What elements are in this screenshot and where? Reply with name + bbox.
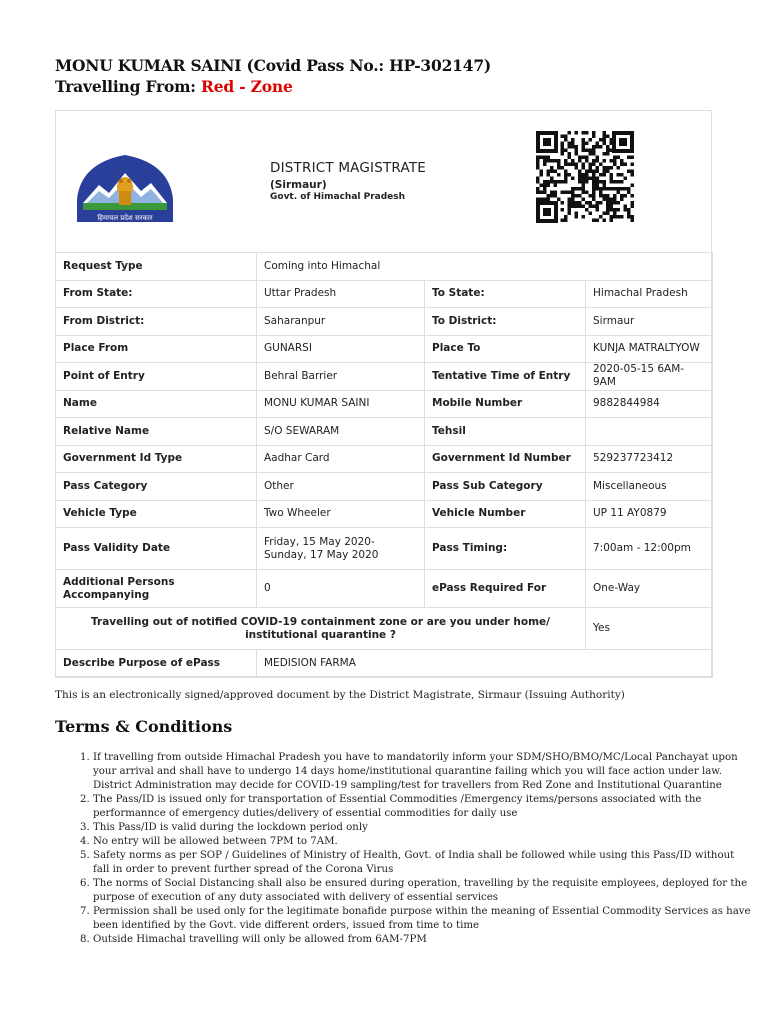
point-of-entry-value: Behral Barrier xyxy=(257,363,425,391)
logo-caption: हिमाचल प्रदेश सरकार xyxy=(97,214,153,222)
pass-sub-category-value: Miscellaneous xyxy=(586,473,713,501)
terms-title: Terms & Conditions xyxy=(55,717,233,736)
to-district-label: To District: xyxy=(425,308,586,336)
authority-header xyxy=(56,111,711,252)
table-row xyxy=(56,473,713,501)
gov-id-type-label: Government Id Type xyxy=(56,445,257,473)
from-state-value: Uttar Pradesh xyxy=(257,280,425,308)
list-item: 8. Outside Himachal travelling will only be allowed from 6AM-7PM xyxy=(93,933,753,947)
list-item: 6. The norms of Social Distancing shall also be ensured during operation, travelling by the requisite employees, deployed for the purpose of execution of any duty associated with delivery of essential services xyxy=(93,877,753,905)
name-label: Name xyxy=(56,390,257,418)
table-row xyxy=(56,390,713,418)
travelling-from-heading xyxy=(55,77,293,96)
purpose-label: Describe Purpose of ePass xyxy=(56,650,257,678)
list-item: 2. The Pass/ID is issued only for transportation of Essential Commodities /Emergency items/persons associated with the performannce of emergency duties/delivery of essential commodities for daily use xyxy=(93,793,753,821)
authority-govt: Govt. of Himachal Pradesh xyxy=(270,192,406,202)
gov-id-type-value: Aadhar Card xyxy=(257,445,425,473)
table-row xyxy=(56,418,713,446)
additional-persons-value: 0 xyxy=(257,570,425,608)
table-row xyxy=(56,650,713,678)
containment-question: Travelling out of notified COVID-19 containment zone or are you under home/ institutional quarantine ? xyxy=(56,608,586,650)
pass-validity-label: Pass Validity Date xyxy=(56,528,257,570)
qr-code xyxy=(536,131,634,223)
table-row xyxy=(56,570,713,608)
tehsil-value xyxy=(586,418,713,446)
list-item: 4. No entry will be allowed between 7PM to 7AM. xyxy=(93,835,753,849)
terms-list xyxy=(55,751,753,947)
vehicle-number-value: UP 11 AY0879 xyxy=(586,500,713,528)
name-value: MONU KUMAR SAINI xyxy=(257,390,425,418)
to-state-value: Himachal Pradesh xyxy=(586,280,713,308)
signed-note: This is an electronically signed/approved document by the District Magistrate, Sirmaur (Issuing Authority) xyxy=(55,689,625,701)
gov-id-number-value: 529237723412 xyxy=(586,445,713,473)
epass-details-table xyxy=(55,252,713,678)
pass-timing-value: 7:00am - 12:00pm xyxy=(586,528,713,570)
from-district-label: From District: xyxy=(56,308,257,336)
table-row xyxy=(56,253,713,281)
tentative-time-value: 2020-05-15 6AM-9AM xyxy=(586,363,713,391)
pass-category-label: Pass Category xyxy=(56,473,257,501)
authority-title: DISTRICT MAGISTRATE xyxy=(270,160,427,176)
table-row xyxy=(56,335,713,363)
pass-validity-value: Friday, 15 May 2020-Sunday, 17 May 2020 xyxy=(257,528,425,570)
request-type-label: Request Type xyxy=(56,253,257,281)
from-state-label: From State: xyxy=(56,280,257,308)
tehsil-label: Tehsil xyxy=(425,418,586,446)
to-district-value: Sirmaur xyxy=(586,308,713,336)
table-row xyxy=(56,363,713,391)
table-row xyxy=(56,608,713,650)
authority-district: (Sirmaur) xyxy=(270,179,327,191)
vehicle-type-label: Vehicle Type xyxy=(56,500,257,528)
table-row xyxy=(56,528,713,570)
place-from-label: Place From xyxy=(56,335,257,363)
travelling-from-label: Travelling From: xyxy=(55,77,202,96)
mobile-value: 9882844984 xyxy=(586,390,713,418)
pass-holder-heading: MONU KUMAR SAINI (Covid Pass No.: HP-302147) xyxy=(55,56,492,75)
to-state-label: To State: xyxy=(425,280,586,308)
zone-label: Red - Zone xyxy=(201,77,293,96)
himachal-emblem-logo xyxy=(73,151,177,224)
epass-for-value: One-Way xyxy=(586,570,713,608)
gov-id-number-label: Government Id Number xyxy=(425,445,586,473)
table-row xyxy=(56,500,713,528)
pass-sub-category-label: Pass Sub Category xyxy=(425,473,586,501)
table-row xyxy=(56,280,713,308)
epass-card xyxy=(55,110,712,677)
mobile-label: Mobile Number xyxy=(425,390,586,418)
vehicle-number-label: Vehicle Number xyxy=(425,500,586,528)
place-to-value: KUNJA MATRALTYOW xyxy=(586,335,713,363)
point-of-entry-label: Point of Entry xyxy=(56,363,257,391)
place-from-value: GUNARSI xyxy=(257,335,425,363)
list-item: 5. Safety norms as per SOP / Guidelines of Ministry of Health, Govt. of India shall be followed while using this Pass/ID without fall in order to prevent further spread of the Corona Virus xyxy=(93,849,753,877)
relative-name-value: S/O SEWARAM xyxy=(257,418,425,446)
vehicle-type-value: Two Wheeler xyxy=(257,500,425,528)
table-row xyxy=(56,308,713,336)
request-type-value: Coming into Himachal xyxy=(257,253,713,281)
epass-for-label: ePass Required For xyxy=(425,570,586,608)
purpose-value: MEDISION FARMA xyxy=(257,650,713,678)
table-row xyxy=(56,445,713,473)
relative-name-label: Relative Name xyxy=(56,418,257,446)
from-district-value: Saharanpur xyxy=(257,308,425,336)
additional-persons-label: Additional Persons Accompanying xyxy=(56,570,257,608)
list-item: 7. Permission shall be used only for the legitimate bonafide purpose within the meaning of Essential Commodity Services as have been identified by the Govt. vide different orders, issued from time to time xyxy=(93,905,753,933)
list-item: 1. If travelling from outside Himachal Pradesh you have to mandatorily inform your SDM/SHO/BMO/MC/Local Panchayat upon your arrival and shall have to undergo 14 days home/institutional quarantine failing which you will face action under law. District Administration may decide for COVID-19 sampling/test for travellers from Red Zone and Institutional Quarantine xyxy=(93,751,753,793)
tentative-time-label: Tentative Time of Entry xyxy=(425,363,586,391)
pass-category-value: Other xyxy=(257,473,425,501)
place-to-label: Place To xyxy=(425,335,586,363)
pass-timing-label: Pass Timing: xyxy=(425,528,586,570)
containment-answer: Yes xyxy=(586,608,713,650)
list-item: 3. This Pass/ID is valid during the lockdown period only xyxy=(93,821,753,835)
